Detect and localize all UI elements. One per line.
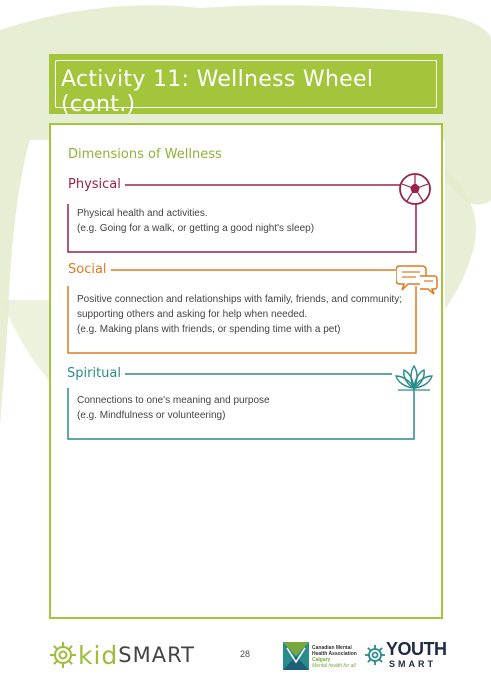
youthsmart-gear-icon (364, 644, 386, 666)
title-banner (49, 54, 443, 117)
description-line: Positive connection and relationships with family, friends, and community; (77, 294, 402, 305)
dimension-description-physical (77, 206, 314, 236)
soccer-ball-icon (398, 172, 432, 206)
section-title: Dimensions of Wellness (68, 147, 222, 162)
cmha-line: Health Association (312, 651, 357, 657)
speech-bubbles-icon (396, 262, 438, 296)
lotus-icon (394, 364, 434, 392)
description-line: Physical health and activities. (77, 208, 208, 219)
description-line: supporting others and asking for help when needed. (77, 309, 308, 320)
youthsmart-smart-text: SMART (389, 659, 436, 669)
description-line: Connections to one's meaning and purpose (77, 395, 270, 406)
logo-kid-text: kid (78, 640, 119, 670)
cmha-logo-icon (283, 642, 309, 670)
cmha-line: Calgary (312, 657, 331, 663)
cmha-logo-text (312, 645, 357, 669)
cmha-tagline: Mental health for all (312, 663, 356, 669)
youthsmart-youth-text: YOUTH (386, 639, 447, 659)
description-line: (e.g. Mindfulness or volunteering) (77, 410, 226, 421)
description-line: (e.g. Making plans with friends, or spending time with a pet) (77, 324, 341, 335)
dimension-description-social (77, 292, 402, 337)
dimension-label-social: Social (68, 262, 111, 277)
dimension-label-spiritual: Spiritual (67, 366, 125, 381)
page-number: 28 (240, 649, 251, 659)
dimension-label-physical: Physical (68, 177, 125, 192)
description-line: (e.g. Going for a walk, or getting a good night's sleep) (77, 223, 315, 234)
logo-smart-text: SMART (118, 643, 196, 667)
dimension-description-spiritual (77, 393, 270, 423)
kidsmart-logo (48, 638, 195, 672)
page-title: Activity 11: Wellness Wheel (cont.) (61, 67, 374, 117)
gear-icon (48, 640, 78, 670)
cmha-line: Canadian Mental (312, 645, 352, 651)
